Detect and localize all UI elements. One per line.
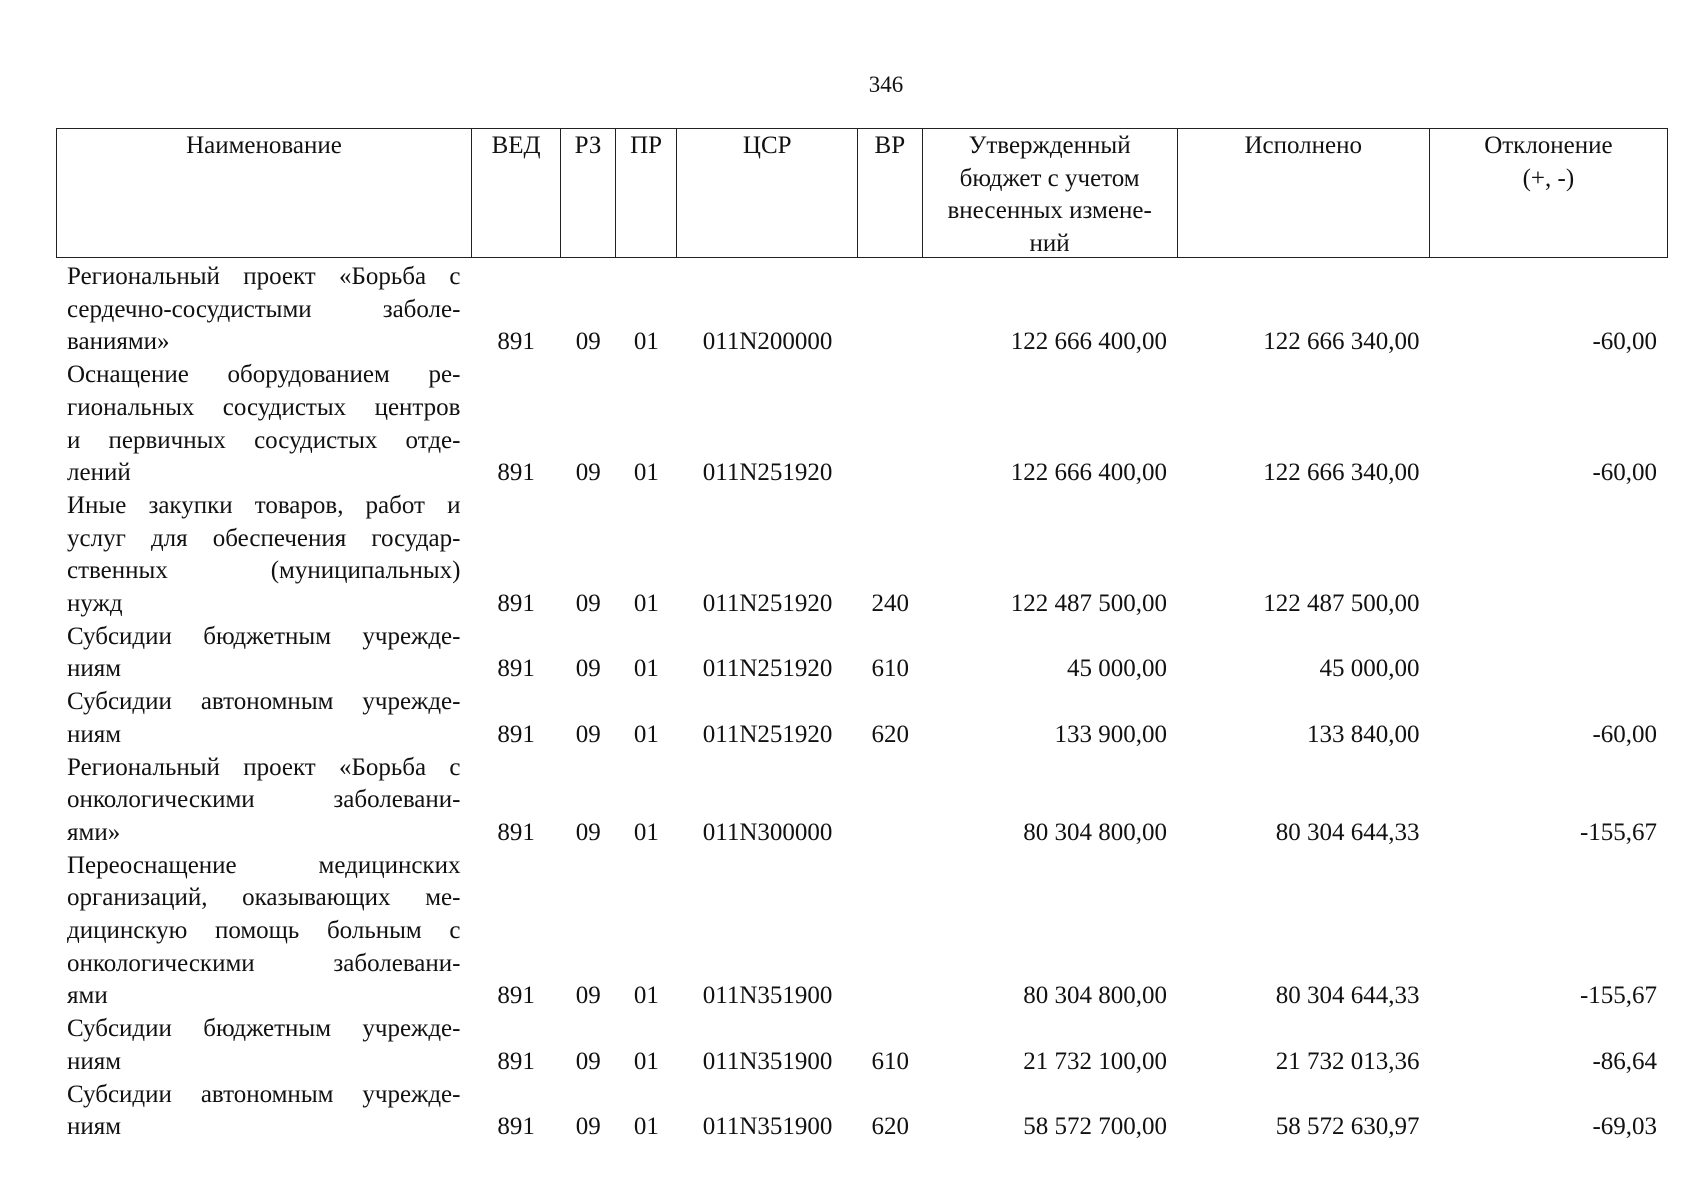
cell-vr: 610 <box>871 1047 910 1075</box>
cell-done: 122 487 500,00 <box>1263 590 1420 618</box>
cell-deviation: -69,03 <box>1592 1113 1658 1141</box>
cell-name-line: Переоснащение медицинских <box>67 851 461 879</box>
cell-csr: 011N351900 <box>702 1047 833 1075</box>
table-row <box>56 621 1668 686</box>
cell-vr: 620 <box>871 720 910 748</box>
cell-rz: 09 <box>575 720 601 748</box>
cell-name-line: ваниями» <box>67 328 170 356</box>
cell-name-line: и первичных сосудистых отде- <box>67 426 461 454</box>
cell-ved: 891 <box>497 459 535 487</box>
cell-deviation: -155,67 <box>1579 982 1658 1010</box>
cell-ved: 891 <box>497 720 535 748</box>
cell-name <box>56 686 471 751</box>
cell-vr: 240 <box>871 590 910 618</box>
cell-pr: 01 <box>633 590 659 618</box>
cell-vr: 620 <box>871 1113 910 1141</box>
cell-name-line: нужд <box>67 590 123 618</box>
cell-done: 122 666 340,00 <box>1263 459 1420 487</box>
cell-rz: 09 <box>575 655 601 683</box>
cell-name-line: Субсидии автономным учрежде- <box>67 1080 461 1108</box>
cell-name-line: услуг для обеспечения государ- <box>67 524 461 552</box>
header-done: Исполнено <box>1178 129 1430 257</box>
table-row <box>56 490 1668 621</box>
header-ved: ВЕД <box>472 129 561 257</box>
cell-deviation: -60,00 <box>1592 459 1658 487</box>
cell-name <box>56 490 471 621</box>
cell-pr: 01 <box>633 1047 659 1075</box>
cell-ved: 891 <box>497 818 535 846</box>
cell-done: 58 572 630,97 <box>1275 1113 1420 1141</box>
cell-name-line: ниям <box>67 655 122 683</box>
table-row <box>56 359 1668 490</box>
header-rz: РЗ <box>561 129 616 257</box>
header-approved-line: Утвержденный <box>968 132 1131 159</box>
cell-approved: 80 304 800,00 <box>1023 982 1168 1010</box>
cell-csr: 011N251920 <box>702 720 833 748</box>
cell-name <box>56 359 471 490</box>
header-deviation <box>1430 129 1667 257</box>
cell-name-line: Иные закупки товаров, работ и <box>67 491 461 519</box>
header-name: Наименование <box>57 129 472 257</box>
table-row <box>56 752 1668 850</box>
cell-name <box>56 621 471 686</box>
cell-approved: 45 000,00 <box>1067 655 1168 683</box>
header-approved-line: внесенных измене- <box>947 197 1152 224</box>
cell-approved: 122 666 400,00 <box>1010 328 1168 356</box>
cell-name-line: ями <box>67 982 108 1010</box>
table-row <box>56 261 1668 359</box>
header-approved <box>923 129 1178 257</box>
table-body <box>56 261 1668 1144</box>
cell-csr: 011N351900 <box>702 1113 833 1141</box>
cell-deviation: -86,64 <box>1592 1047 1658 1075</box>
cell-deviation: -60,00 <box>1592 328 1658 356</box>
cell-rz: 09 <box>575 328 601 356</box>
cell-name <box>56 850 471 1014</box>
header-deviation-line: (+, -) <box>1522 164 1575 192</box>
cell-done: 80 304 644,33 <box>1275 982 1420 1010</box>
cell-done: 21 732 013,36 <box>1275 1047 1420 1075</box>
cell-name-line: Региональный проект «Борьба с <box>67 753 461 781</box>
cell-name-line: дицинскую помощь больным с <box>67 917 461 945</box>
page-number: 346 <box>868 72 904 97</box>
cell-name-line: Субсидии бюджетным учрежде- <box>67 622 461 650</box>
cell-pr: 01 <box>633 982 659 1010</box>
header-approved-line: бюджет с учетом <box>959 164 1140 192</box>
table-row <box>56 686 1668 751</box>
cell-csr: 011N200000 <box>702 328 833 356</box>
cell-csr: 011N251920 <box>702 655 833 683</box>
cell-approved: 80 304 800,00 <box>1023 818 1168 846</box>
cell-rz: 09 <box>575 818 601 846</box>
cell-name-line: ниям <box>67 720 122 748</box>
table-row <box>56 1079 1668 1144</box>
cell-name-line: ственных (муниципальных) <box>67 557 461 585</box>
cell-rz: 09 <box>575 1113 601 1141</box>
cell-rz: 09 <box>575 459 601 487</box>
cell-name-line: ниям <box>67 1113 122 1141</box>
cell-csr: 011N251920 <box>702 459 833 487</box>
cell-name <box>56 752 471 850</box>
cell-name <box>56 261 471 359</box>
table-header <box>56 128 1668 258</box>
cell-deviation: -60,00 <box>1592 720 1658 748</box>
cell-csr: 011N251920 <box>702 590 833 618</box>
header-approved-line: ний <box>1029 229 1070 257</box>
cell-ved: 891 <box>497 328 535 356</box>
table-row <box>56 850 1668 1014</box>
cell-name <box>56 1079 471 1144</box>
cell-vr: 610 <box>871 655 910 683</box>
cell-pr: 01 <box>633 655 659 683</box>
cell-rz: 09 <box>575 982 601 1010</box>
cell-name-line: сердечно-сосудистыми заболе- <box>67 295 461 323</box>
header-deviation-line: Отклонение <box>1484 132 1613 159</box>
cell-name-line: Субсидии автономным учрежде- <box>67 688 461 716</box>
cell-name-line: Оснащение оборудованием ре- <box>67 361 461 389</box>
cell-ved: 891 <box>497 982 535 1010</box>
cell-done: 122 666 340,00 <box>1263 328 1420 356</box>
cell-name-line: Региональный проект «Борьба с <box>67 263 461 290</box>
cell-ved: 891 <box>497 1113 535 1141</box>
cell-pr: 01 <box>633 1113 659 1141</box>
cell-approved: 122 487 500,00 <box>1010 590 1168 618</box>
cell-ved: 891 <box>497 655 535 683</box>
cell-rz: 09 <box>575 590 601 618</box>
table-row <box>56 1013 1668 1078</box>
cell-pr: 01 <box>633 720 659 748</box>
cell-name-line: ниям <box>67 1047 122 1075</box>
cell-name-line: онкологическими заболевани- <box>67 786 461 814</box>
cell-approved: 122 666 400,00 <box>1010 459 1168 487</box>
cell-pr: 01 <box>633 818 659 846</box>
cell-approved: 58 572 700,00 <box>1023 1113 1168 1141</box>
cell-name-line: ями» <box>67 818 121 846</box>
cell-approved: 133 900,00 <box>1054 720 1168 748</box>
header-vr: ВР <box>858 129 923 257</box>
cell-ved: 891 <box>497 1047 535 1075</box>
cell-pr: 01 <box>633 459 659 487</box>
cell-rz: 09 <box>575 1047 601 1075</box>
cell-csr: 011N351900 <box>702 982 833 1010</box>
cell-done: 133 840,00 <box>1306 720 1420 748</box>
cell-name-line: гиональных сосудистых центров <box>67 393 461 421</box>
cell-pr: 01 <box>633 328 659 356</box>
cell-name <box>56 1013 471 1078</box>
cell-deviation: -155,67 <box>1579 818 1658 846</box>
cell-approved: 21 732 100,00 <box>1023 1047 1168 1075</box>
cell-done: 45 000,00 <box>1319 655 1420 683</box>
cell-name-line: онкологическими заболевани- <box>67 949 461 977</box>
cell-done: 80 304 644,33 <box>1275 818 1420 846</box>
cell-ved: 891 <box>497 590 535 618</box>
cell-name-line: организаций, оказывающих ме- <box>67 884 461 912</box>
header-pr: ПР <box>616 129 678 257</box>
cell-csr: 011N300000 <box>702 818 833 846</box>
cell-name-line: лений <box>67 459 131 487</box>
cell-name-line: Субсидии бюджетным учрежде- <box>67 1015 461 1043</box>
header-csr: ЦСР <box>677 129 858 257</box>
